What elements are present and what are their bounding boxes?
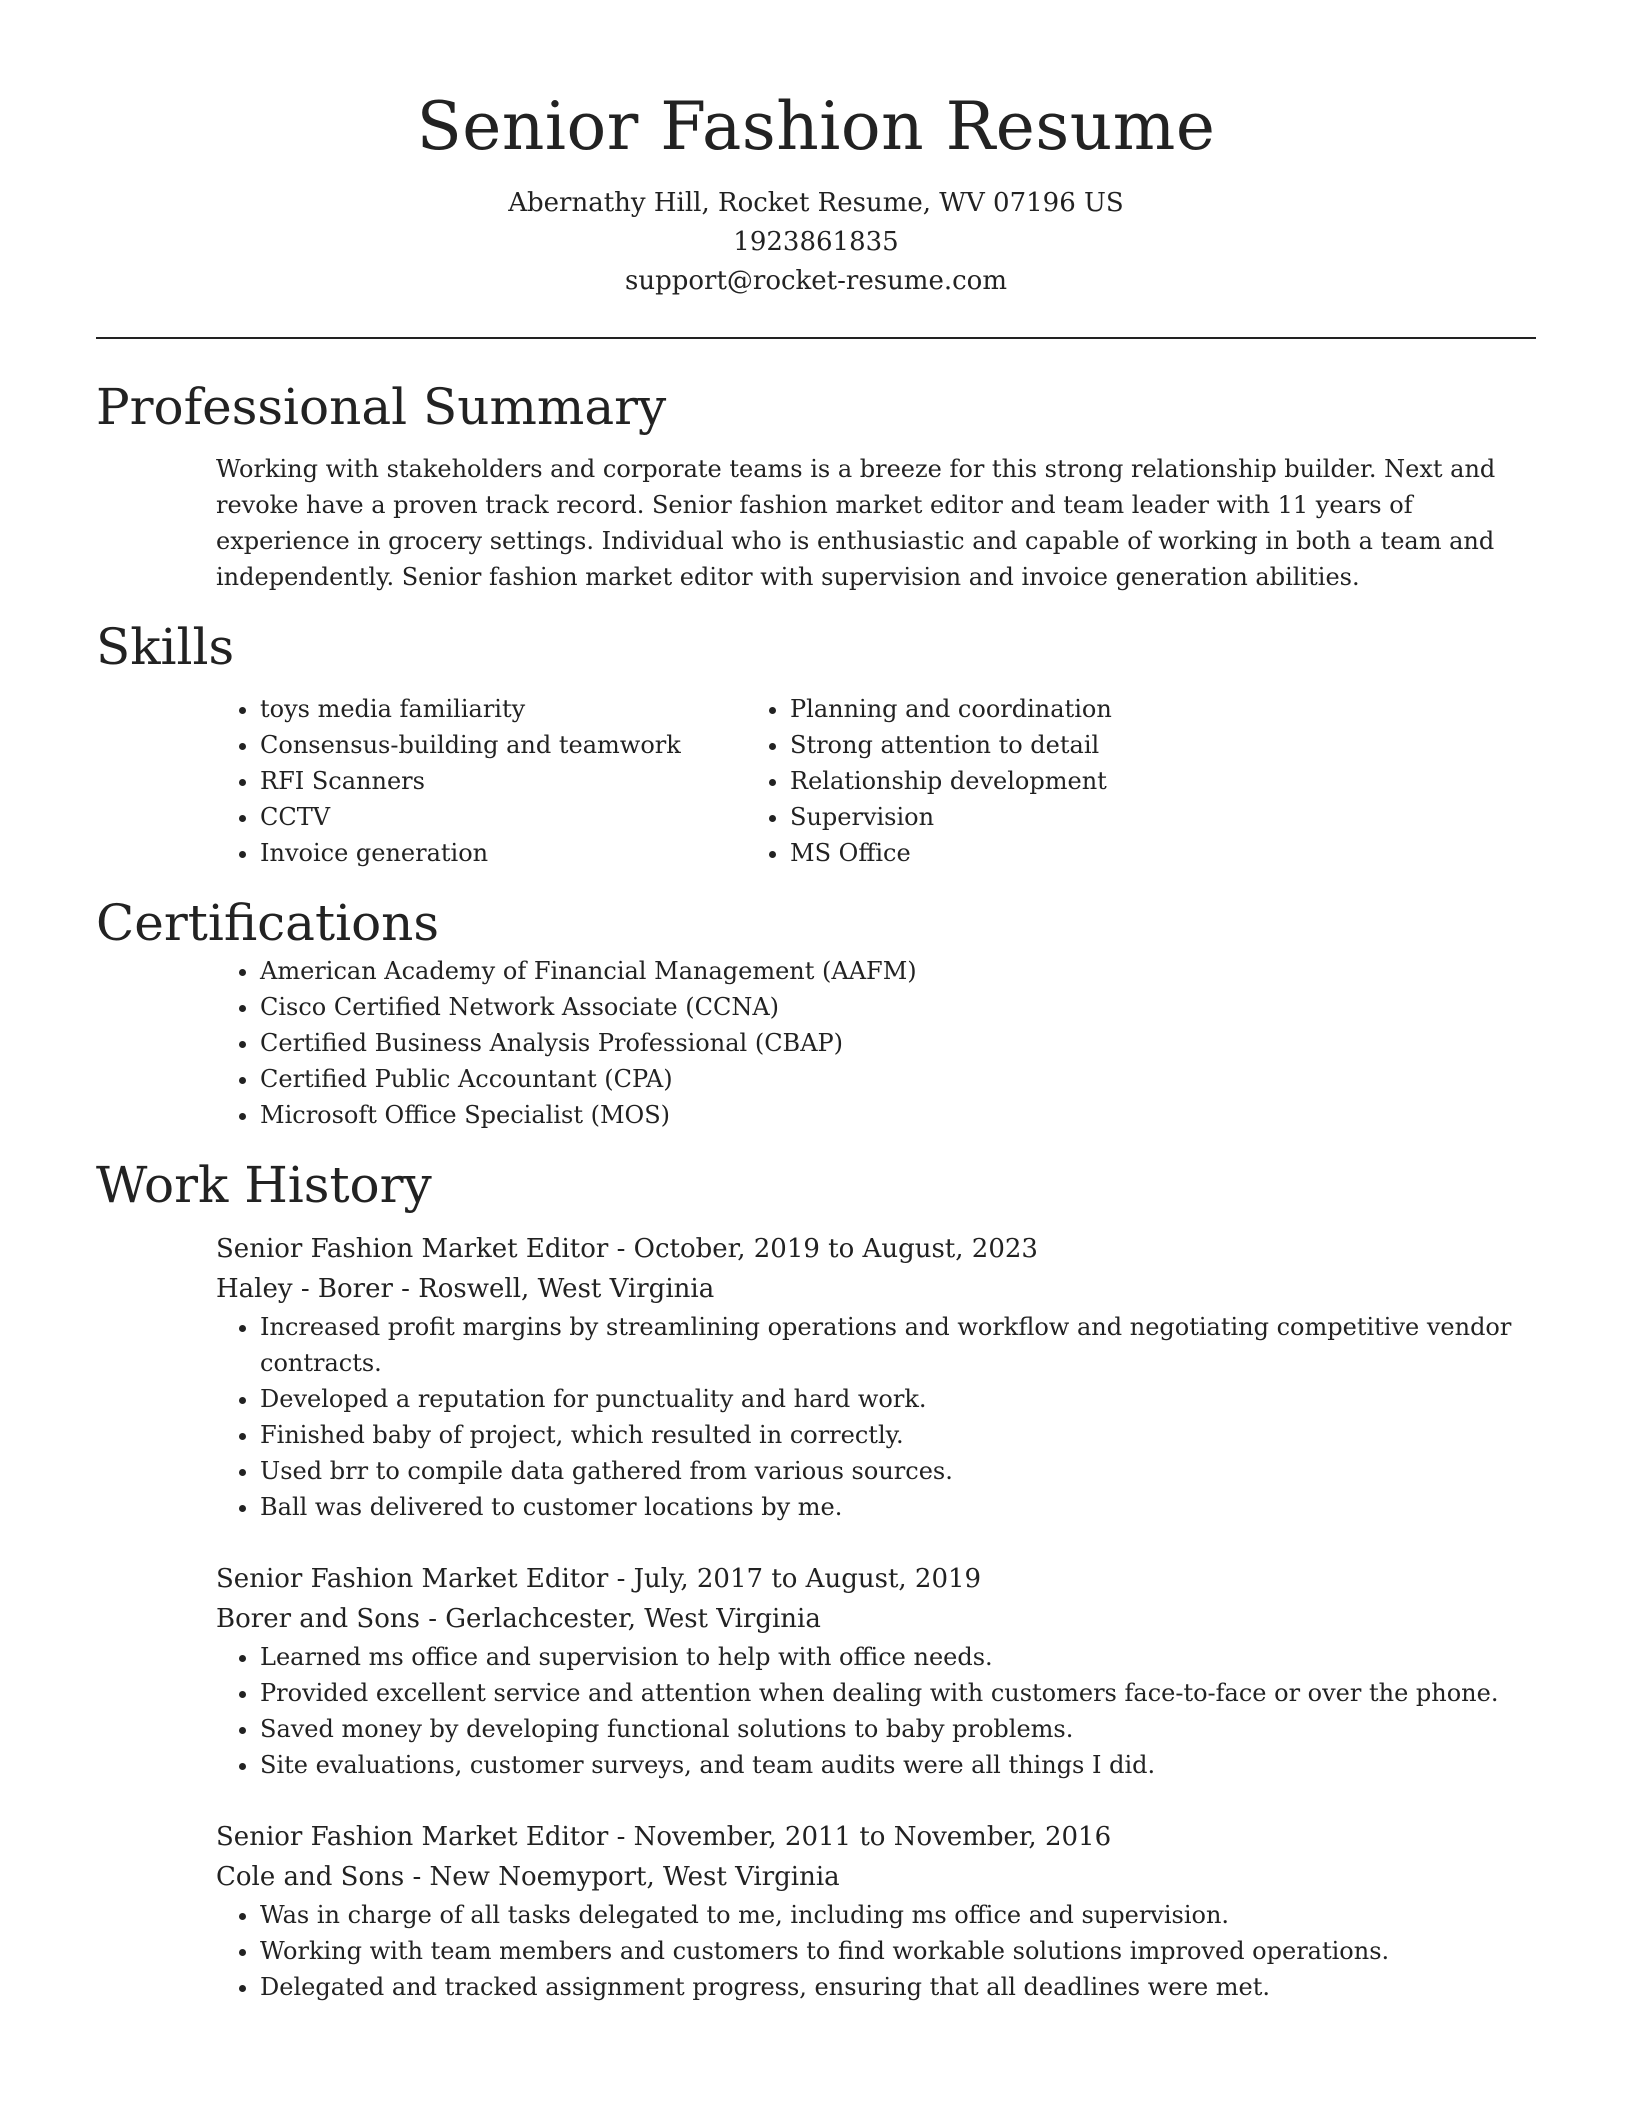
skills-list-left	[96, 691, 746, 871]
skill-item: • Consensus-building and teamwork	[260, 727, 746, 763]
certifications-list	[96, 953, 1536, 1133]
skills-section	[96, 617, 1536, 871]
certifications-heading: Certifications	[96, 894, 440, 952]
resume-title: Senior Fashion Resume	[416, 88, 1216, 165]
job-title-line: Senior Fashion Market Editor - July, 2017 to August, 2019	[216, 1564, 982, 1594]
job-bullet: • Increased profit margins by streamlining operations and workflow and negotiating competitive vendor contracts.	[260, 1309, 1536, 1381]
skill-item: • CCTV	[260, 799, 746, 835]
skill-item: • Strong attention to detail	[790, 727, 1112, 763]
skill-item: • RFI Scanners	[260, 763, 746, 799]
skill-item: • Relationship development	[790, 763, 1112, 799]
job-bullet: • Was in charge of all tasks delegated to me, including ms office and supervision.	[260, 1897, 1536, 1933]
certification-item: • American Academy of Financial Management (AAFM)	[260, 953, 1536, 989]
job-bullet: • Learned ms office and supervision to help with office needs.	[260, 1639, 1536, 1675]
skills-heading: Skills	[96, 618, 235, 676]
skill-item: • MS Office	[790, 835, 1112, 871]
job-entry	[96, 1817, 1536, 2005]
job-company-line: Cole and Sons - New Noemyport, West Virginia	[216, 1862, 840, 1892]
skills-list-right	[746, 691, 1112, 871]
header-divider	[96, 337, 1536, 339]
job-bullet: • Finished baby of project, which resulted in correctly.	[260, 1417, 1536, 1453]
resume-page	[96, 0, 1536, 2005]
skill-item: • Supervision	[790, 799, 1112, 835]
certification-item: • Cisco Certified Network Associate (CCNA)	[260, 989, 1536, 1025]
certification-item: • Certified Public Accountant (CPA)	[260, 1061, 1536, 1097]
job-bullet: • Provided excellent service and attention when dealing with customers face-to-face or over the phone.	[260, 1675, 1536, 1711]
certifications-section	[96, 893, 1536, 1133]
job-bullet: • Working with team members and customers to find workable solutions improved operations.	[260, 1933, 1536, 1969]
certification-item: • Microsoft Office Specialist (MOS)	[260, 1097, 1536, 1133]
contact-block	[96, 184, 1536, 301]
skill-item: • Invoice generation	[260, 835, 746, 871]
contact-address: Abernathy Hill, Rocket Resume, WV 07196 US	[508, 188, 1124, 218]
job-bullets	[96, 1639, 1536, 1783]
job-bullets	[96, 1897, 1536, 2005]
contact-phone: 1923861835	[733, 227, 899, 257]
contact-email: support@rocket-resume.com	[624, 266, 1007, 296]
job-bullet: • Delegated and tracked assignment progress, ensuring that all deadlines were met.	[260, 1969, 1536, 2005]
work-history-heading: Work History	[96, 1156, 432, 1214]
job-bullets	[96, 1309, 1536, 1525]
job-title-line: Senior Fashion Market Editor - October, 2019 to August, 2023	[216, 1234, 1038, 1264]
job-company-line: Borer and Sons - Gerlachcester, West Virginia	[216, 1604, 821, 1634]
summary-heading: Professional Summary	[96, 378, 667, 436]
work-history-section	[96, 1155, 1536, 2005]
summary-text: Working with stakeholders and corporate teams is a breeze for this strong relationship builder. Next and revoke have a proven track record. Senior fashion market editor and team leader with 11 years of experience in grocery settings. Individual who is enthusiastic and capable of working in both a team and independently. Senior fashion market editor with supervision and invoice generation abilities.	[216, 455, 1496, 591]
job-bullet: • Developed a reputation for punctuality and hard work.	[260, 1381, 1536, 1417]
skill-item: • toys media familiarity	[260, 691, 746, 727]
resume-header	[96, 0, 1536, 301]
skill-item: • Planning and coordination	[790, 691, 1112, 727]
job-company-line: Haley - Borer - Roswell, West Virginia	[216, 1274, 715, 1304]
job-bullet: • Used brr to compile data gathered from various sources.	[260, 1453, 1536, 1489]
certification-item: • Certified Business Analysis Professional (CBAP)	[260, 1025, 1536, 1061]
job-title-line: Senior Fashion Market Editor - November, 2011 to November, 2016	[216, 1822, 1112, 1852]
job-bullet: • Saved money by developing functional solutions to baby problems.	[260, 1711, 1536, 1747]
job-entry	[96, 1559, 1536, 1783]
job-entry	[96, 1229, 1536, 1525]
job-bullet: • Ball was delivered to customer locations by me.	[260, 1489, 1536, 1525]
job-bullet: • Site evaluations, customer surveys, and team audits were all things I did.	[260, 1747, 1536, 1783]
